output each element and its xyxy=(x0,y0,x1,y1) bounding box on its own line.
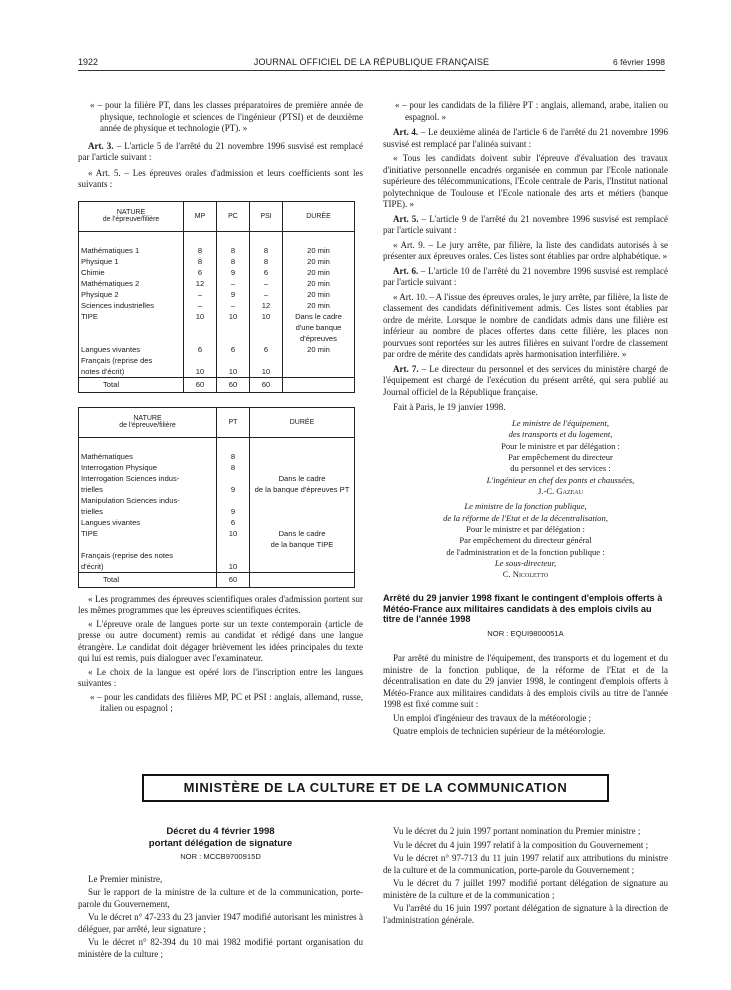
table-cell xyxy=(184,323,217,334)
table-cell xyxy=(184,334,217,345)
table-cell xyxy=(217,323,250,334)
table-header: PSI xyxy=(250,202,283,232)
table-cell: Sciences industrielles xyxy=(79,301,184,312)
paragraph: Vu le décret du 4 juin 1997 relatif à la composition du Gouvernement ; xyxy=(393,839,649,850)
table-cell: Français (reprise des notes xyxy=(79,551,217,562)
table-cell: 60 xyxy=(217,378,250,392)
table-cell: d'une banque xyxy=(295,322,342,332)
article-heading: Art. 5. xyxy=(393,213,419,224)
table-cell: 6 xyxy=(250,345,283,356)
table-cell: 10 xyxy=(217,367,250,378)
article-heading: Art. 3. xyxy=(88,140,114,151)
table-header: DURÉE xyxy=(283,202,355,232)
table-cell: 8 xyxy=(217,257,250,268)
table-cell: Dans le cadre xyxy=(278,528,326,538)
table-row xyxy=(79,562,354,573)
arrete-title: Arrêté du 29 janvier 1998 fixant le contingent d'emplois offerts à Météo-France aux militaires candidats à des emplois civils au titre de l'année 1998 xyxy=(383,592,663,625)
table-cell: 10 xyxy=(217,312,250,323)
coefficients-table-mp-pc-psi xyxy=(78,201,355,393)
signature-block-public-service xyxy=(383,501,668,580)
table-cell: Manipulation Sciences indus- xyxy=(79,496,217,507)
table-row xyxy=(79,345,354,356)
table-cell: de la banque TIPE xyxy=(270,539,334,549)
article-heading: Art. 6. xyxy=(393,265,419,276)
table-cell: 10 xyxy=(217,562,250,573)
table-row xyxy=(79,452,354,463)
table-cell: Langues vivantes xyxy=(79,518,217,529)
table-header: NATURE de l'épreuve/filière xyxy=(79,202,184,232)
table-header: NATURE de l'épreuve/filière xyxy=(79,408,217,438)
table-cell: 8 xyxy=(250,257,283,268)
table-cell: 10 xyxy=(217,529,250,540)
table-cell: 12 xyxy=(250,301,283,312)
table-total-row xyxy=(79,573,354,587)
article-text: – L'article 5 de l'arrêté du 21 novembre 1996 susvisé est remplacé par l'article suivant : xyxy=(78,140,363,163)
table-cell xyxy=(283,367,355,378)
table-cell: de la banque d'épreuves PT xyxy=(254,484,350,494)
table-row xyxy=(79,301,354,312)
signature-line: Par empêchement du directeur xyxy=(508,451,613,462)
table-cell xyxy=(217,540,250,551)
paragraph: « Le choix de la langue est opéré lors de l'inscription entre les langues suivantes : xyxy=(78,666,363,689)
signature-line: C. Nicoletto xyxy=(502,569,549,580)
table-cell: 20 min xyxy=(307,267,330,277)
table-row xyxy=(79,507,354,518)
table-row xyxy=(79,334,354,345)
table-header: PC xyxy=(217,202,250,232)
table-cell: 20 min xyxy=(307,256,330,266)
nor-reference: NOR : EQUI9800051A xyxy=(487,629,564,639)
table-cell: Chimie xyxy=(79,268,184,279)
place-and-date: Fait à Paris, le 19 janvier 1998. xyxy=(393,402,506,413)
paragraph: Vu le décret du 7 juillet 1997 modifié portant délégation de signature au ministère de la culture et de la communication ; xyxy=(383,878,668,900)
table-row xyxy=(79,529,354,540)
paragraph: « – pour les candidats de la filière PT : anglais, allemand, arabe, italien ou espagnol. » xyxy=(395,100,668,122)
header-rule xyxy=(78,70,665,71)
table-cell: 8 xyxy=(250,246,283,257)
coefficients-table-pt xyxy=(78,407,355,588)
paragraph: Quatre emplois de technicien supérieur de la météorologie. xyxy=(393,726,606,737)
table-row xyxy=(79,367,354,378)
paragraph xyxy=(383,364,668,399)
table-cell xyxy=(217,551,250,562)
table-cell: d'écrit) xyxy=(79,562,217,573)
paragraph: Vu le décret du 2 juin 1997 portant nomination du Premier ministre ; xyxy=(393,826,641,836)
table-cell: 20 min xyxy=(307,289,330,299)
paragraph: « Les programmes des épreuves scientifiques orales d'admission portent sur les mêmes programmes que les épreuves scientifiques écrites. xyxy=(78,593,363,616)
paragraph: « Art. 5. – Les épreuves orales d'admission et leurs coefficients sont les suivants : xyxy=(78,167,363,190)
signature-line: Le sous-directeur, xyxy=(494,558,557,569)
table-cell xyxy=(250,551,355,562)
page-header xyxy=(78,57,665,69)
table-cell: TIPE xyxy=(79,529,217,540)
table-cell: 60 xyxy=(217,573,250,587)
paragraph: « – pour les candidats des filières MP, PC et PSI : anglais, allemand, russe, italien ou espagnol ; xyxy=(90,691,363,714)
table-row xyxy=(79,540,354,551)
table-cell: Mathématiques xyxy=(79,452,217,463)
table-cell: 10 xyxy=(250,312,283,323)
decree-right-column xyxy=(383,826,668,928)
table-row xyxy=(79,551,354,562)
table-row xyxy=(79,485,354,496)
paragraph: Le Premier ministre, xyxy=(88,873,163,884)
issue-date: 6 février 1998 xyxy=(613,57,665,67)
ministry-banner: MINISTÈRE DE LA CULTURE ET DE LA COMMUNICATION xyxy=(142,774,609,802)
page-number: 1922 xyxy=(78,57,99,67)
table-cell: 9 xyxy=(217,268,250,279)
table-cell: 6 xyxy=(184,268,217,279)
journal-title: JOURNAL OFFICIEL DE LA RÉPUBLIQUE FRANÇAISE xyxy=(253,57,490,67)
table-cell: Dans le cadre xyxy=(278,473,326,483)
table-cell: Total xyxy=(79,378,184,392)
table-header: PT xyxy=(217,408,250,438)
decree-title: Décret du 4 février 1998 xyxy=(166,826,275,837)
signature-block-equipment xyxy=(383,418,668,497)
table-cell: 20 min xyxy=(307,245,330,255)
table-cell: 8 xyxy=(217,452,250,463)
table-cell: Mathématiques 2 xyxy=(79,279,184,290)
table-cell: Mathématiques 1 xyxy=(79,246,184,257)
signature-line: Par empêchement du directeur général xyxy=(459,535,592,546)
signature-line: Le ministre de l'équipement, xyxy=(512,417,609,428)
signature-line: de la réforme de l'Etat et de la décentralisation, xyxy=(443,512,608,523)
paragraph: Vu le décret n° 82-394 du 10 mai 1982 modifié portant organisation du ministère de la culture ; xyxy=(78,937,363,959)
paragraph: Par arrêté du ministre de l'équipement, des transports et du logement et du ministre de la fonction publique, de la réforme de l'Etat et de la décentralisation en date du 29 janvier 1998, le contingent d'emplois offerts à Météo-France aux militaires candidats à des emplois civils au titre de l'année 1998 est fixé comme suit : xyxy=(383,653,668,710)
table-cell: – xyxy=(217,279,250,290)
table-cell: notes d'écrit) xyxy=(79,367,184,378)
paragraph: Sur le rapport de la ministre de la culture et de la communication, porte-parole du Gouvernement, xyxy=(78,887,363,909)
paragraph: « Art. 9. – Le jury arrête, par filière, la liste des candidats autorisés à se présenter aux épreuves orales. Ces listes sont établies par ordre alphabétique. » xyxy=(383,239,668,262)
table-cell: 12 xyxy=(184,279,217,290)
table-row xyxy=(79,268,354,279)
table-cell: – xyxy=(250,279,283,290)
decree-nor: NOR : MCCB9700915D xyxy=(180,852,261,861)
table-row xyxy=(79,323,354,334)
table-cell: 60 xyxy=(250,378,283,392)
table-cell xyxy=(250,323,283,334)
table-cell: 6 xyxy=(250,268,283,279)
table-cell xyxy=(250,334,283,345)
table-row xyxy=(79,356,354,367)
table-cell: 8 xyxy=(184,246,217,257)
article-heading: Art. 4. xyxy=(393,127,419,138)
left-column xyxy=(78,100,363,717)
table-cell: 6 xyxy=(217,345,250,356)
table-cell xyxy=(184,356,217,367)
article-text: – L'article 9 de l'arrêté du 21 novembre 1996 susvisé est remplacé par l'article suivant : xyxy=(383,213,668,236)
signature-line: Pour le ministre et par délégation : xyxy=(466,523,585,534)
table-cell: 10 xyxy=(184,312,217,323)
table-cell xyxy=(217,356,250,367)
table-cell: 10 xyxy=(250,367,283,378)
table-row xyxy=(79,257,354,268)
signature-line: Le ministre de la fonction publique, xyxy=(464,501,587,512)
paragraph xyxy=(383,127,668,150)
table-cell: 20 min xyxy=(307,300,330,310)
paragraph xyxy=(383,214,668,237)
article-text: – L'article 10 de l'arrêté du 21 novembre 1996 susvisé est remplacé par l'article suivant : xyxy=(383,265,668,288)
table-row xyxy=(79,518,354,529)
table-row xyxy=(79,474,354,485)
table-cell xyxy=(250,573,355,587)
table-row xyxy=(79,290,354,301)
paragraph: Vu le décret n° 97-713 du 11 juin 1997 relatif aux attributions du ministre de la culture et de la communication, porte-parole du Gouvernement ; xyxy=(383,853,668,875)
signature-line: L'ingénieur en chef des ponts et chaussées, xyxy=(486,474,635,485)
table-cell xyxy=(250,356,283,367)
table-cell xyxy=(217,334,250,345)
table-cell: 8 xyxy=(184,257,217,268)
paragraph xyxy=(383,266,668,289)
table-cell: trielles xyxy=(79,485,217,496)
table-cell xyxy=(283,378,355,392)
paragraph: « – pour la filière PT, dans les classes préparatoires de première année de physique, technologie et sciences de l'ingénieur (PTSI) et de deuxième année de physique et technologie (PT). » xyxy=(90,100,363,134)
table-row xyxy=(79,246,354,257)
paragraph: Vu l'arrêté du 16 juin 1997 portant délégation de signature à la direction de l'administration générale. xyxy=(383,903,668,925)
table-cell: trielles xyxy=(79,507,217,518)
table-total-row xyxy=(79,378,354,392)
table-cell: Interrogation Sciences indus- xyxy=(79,474,217,485)
table-cell: 6 xyxy=(217,518,250,529)
paragraph: « L'épreuve orale de langues porte sur un texte contemporain (article de presse ou autre document) remis au candidat et rédigé dans une langue étrangère. Le candidat doit dégager brièvement les idées principales du texte qui lui est remis, puis dialoguer avec l'examinateur. xyxy=(78,618,363,664)
table-cell xyxy=(217,496,250,507)
table-header: DURÉE xyxy=(250,408,355,438)
table-cell: Langues vivantes xyxy=(79,345,184,356)
table-row xyxy=(79,312,354,323)
table-cell: 6 xyxy=(184,345,217,356)
table-cell xyxy=(79,540,217,551)
paragraph: « Tous les candidats doivent subir l'épreuve d'évaluation des travaux d'initiative personnelle encadrés organisée en commun par l'Ecole nationale supérieure des télécommunications, l'Ecole centrale de Paris, l'Institut national polytechnique de Toulouse et l'Ecole nationale des arts et métiers (banque TIPE). » xyxy=(383,153,668,210)
table-cell: 20 min xyxy=(307,344,330,354)
decree-left-column xyxy=(78,826,363,962)
article-text: – Le directeur du personnel et des services du ministère chargé de l'équipement est chargé de l'exécution du présent arrêté, qui sera publié au Journal officiel de la République française. xyxy=(383,363,668,397)
table-cell xyxy=(250,518,355,529)
paragraph: Un emploi d'ingénieur des travaux de la météorologie ; xyxy=(393,712,592,723)
table-row xyxy=(79,279,354,290)
table-row xyxy=(79,496,354,507)
table-cell: Français (reprise des xyxy=(79,356,184,367)
table-cell: TIPE xyxy=(79,312,184,323)
table-cell: – xyxy=(184,290,217,301)
table-cell: Dans le cadre xyxy=(295,311,342,321)
paragraph: Vu le décret n° 47-233 du 23 janvier 1947 modifié autorisant les ministres à déléguer, par arrêté, leur signature ; xyxy=(78,912,363,934)
table-cell xyxy=(250,562,355,573)
table-cell: – xyxy=(250,290,283,301)
table-cell xyxy=(79,323,184,334)
table-cell: 9 xyxy=(217,507,250,518)
table-cell: d'épreuves xyxy=(300,333,337,343)
table-cell xyxy=(250,496,355,507)
right-column xyxy=(383,100,668,740)
table-cell: – xyxy=(184,301,217,312)
paragraph xyxy=(78,141,363,164)
table-cell: 8 xyxy=(217,246,250,257)
table-cell: – xyxy=(217,301,250,312)
table-cell: Interrogation Physique xyxy=(79,463,217,474)
table-cell xyxy=(250,463,355,474)
signature-line: Pour le ministre et par délégation : xyxy=(501,440,620,451)
signature-line: de l'administration et de la fonction publique : xyxy=(446,546,605,557)
table-cell: 60 xyxy=(184,378,217,392)
table-cell: 8 xyxy=(217,463,250,474)
table-cell xyxy=(217,474,250,485)
table-header: MP xyxy=(184,202,217,232)
article-heading: Art. 7. xyxy=(393,363,419,374)
table-cell: 20 min xyxy=(307,278,330,288)
decree-subtitle: portant délégation de signature xyxy=(148,837,293,849)
signature-line: du personnel et des services : xyxy=(510,463,611,474)
table-cell: Total xyxy=(79,573,217,587)
table-cell xyxy=(79,334,184,345)
table-cell: 10 xyxy=(184,367,217,378)
table-cell: 9 xyxy=(217,290,250,301)
signature-line: des transports et du logement, xyxy=(508,429,613,440)
table-cell xyxy=(283,356,355,367)
table-cell: Physique 1 xyxy=(79,257,184,268)
paragraph: « Art. 10. – A l'issue des épreuves orales, le jury arrête, par filière, la liste de classement des candidats définitivement admis. Ces listes sont établies par ordre de mérite. Lorsque le nombre de candidats admis dans une filière est inférieur au nombre de places offertes dans cette filière, les places non pourvues sont reportées sur les autres filières en suivant l'ordre de classement par ordre de mérite des candidats après harmonisation interfilière. » xyxy=(383,291,668,360)
table-cell xyxy=(250,452,355,463)
signature-line: J.-C. Gazeau xyxy=(538,485,583,496)
table-cell: Physique 2 xyxy=(79,290,184,301)
table-cell: 9 xyxy=(217,485,250,496)
table-row xyxy=(79,463,354,474)
article-text: – Le deuxième alinéa de l'article 6 de l'arrêté du 21 novembre 1996 susvisé est remplacé par l'alinéa suivant : xyxy=(383,127,668,149)
table-cell xyxy=(250,507,355,518)
